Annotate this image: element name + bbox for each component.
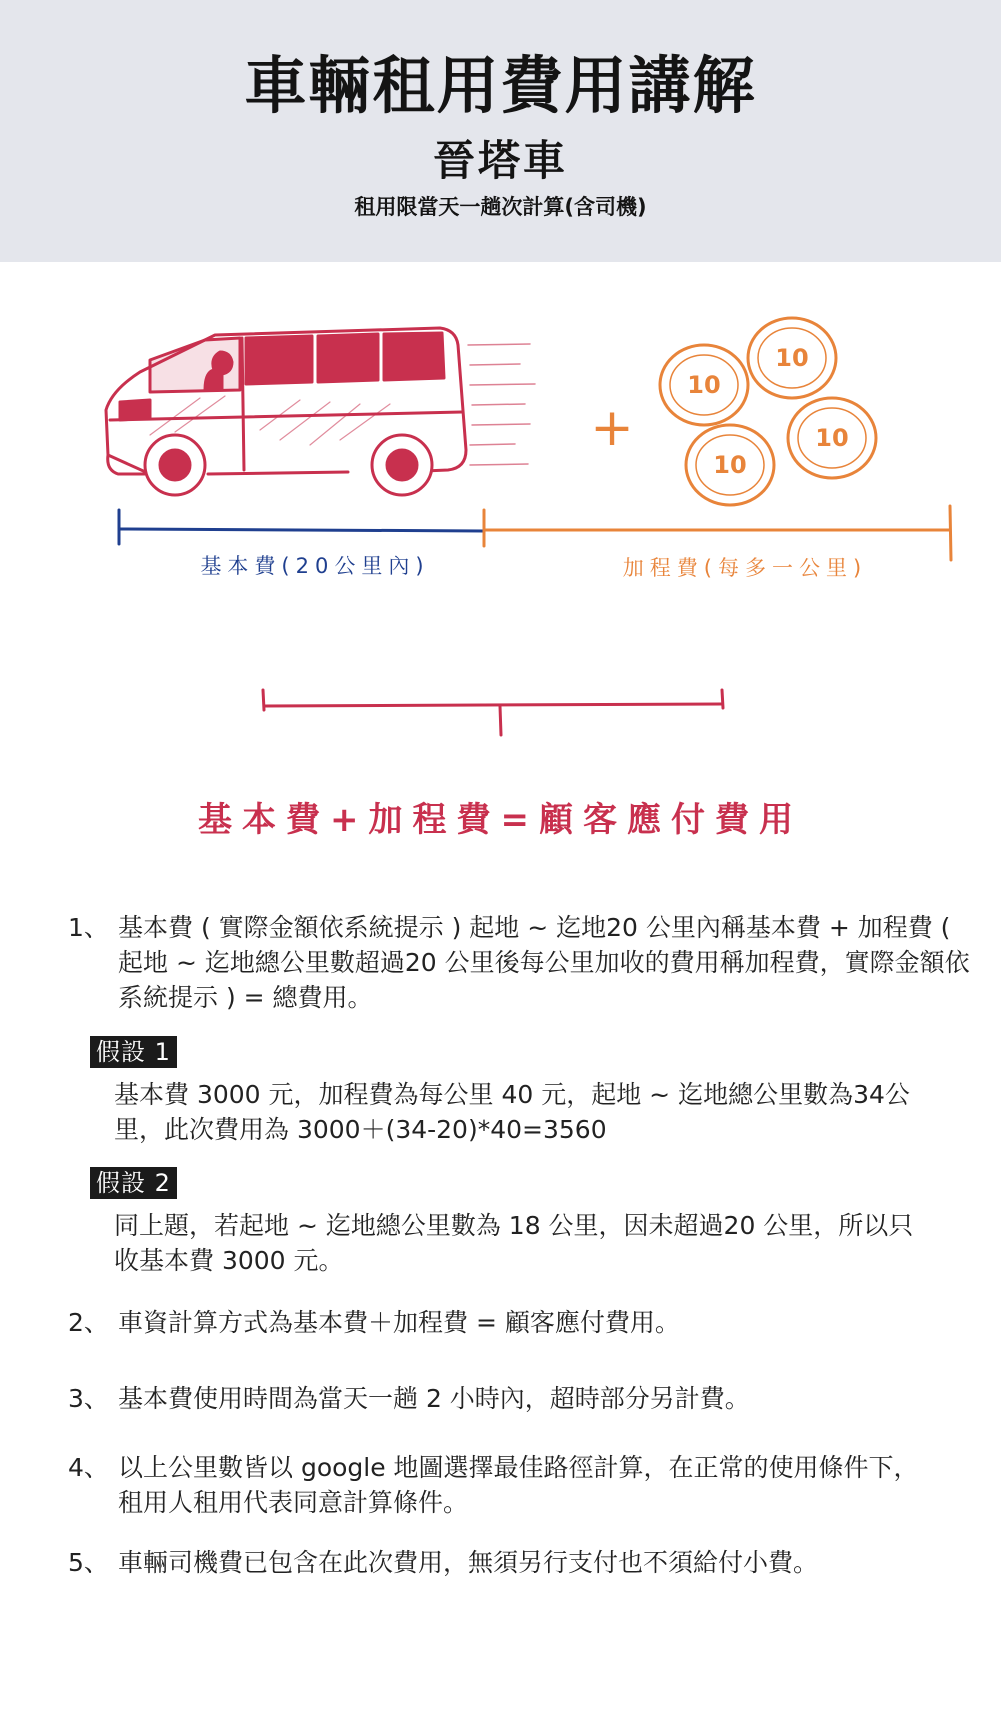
item-text: 以上公里數皆以 google 地圖選擇最佳路徑計算，在正常的使用條件下，租用人租用代表同意計算條件。 [118,1453,919,1517]
assumption-tag: 假設 2 [90,1167,177,1199]
item-text: 車輛司機費已包含在此次費用，無須另行支付也不須給付小費。 [118,1548,819,1577]
item-text: 基本費使用時間為當天一趟 2 小時內，超時部分另計費。 [118,1384,750,1413]
plus-sign: + [590,398,634,458]
item-number: 1、 [68,913,109,942]
header-banner [0,0,1001,262]
assumption-text: 同上題，若起地 ~ 迄地總公里數為 18 公里，因未超過20 公里，所以只收基本費 3000 元。 [114,1211,914,1275]
svg-text:10: 10 [775,344,809,372]
item-number: 5、 [68,1548,109,1577]
svg-text:10: 10 [815,424,849,452]
base-fee-label: 基本費(20公里內) [200,554,430,578]
assumption-tag: 假設 1 [90,1036,177,1068]
page-title: 車輛租用費用講解 [244,49,757,122]
rental-note: 租用限當天一趟次計算(含司機) [354,195,647,219]
item-number: 2、 [68,1308,109,1337]
base-fee-bracket [119,510,484,544]
item-text: 車資計算方式為基本費＋加程費 = 顧客應付費用。 [118,1308,680,1337]
svg-text:10: 10 [687,371,721,399]
fee-illustration [0,262,1001,822]
coins-icon [660,318,876,505]
page-subtitle: 晉塔車 [432,136,568,185]
item-text: 基本費 ( 實際金額依系統提示 ) 起地 ~ 迄地20 公里內稱基本費 + 加程費 ( 起地 ~ 迄地總公里數超過20 公里後每公里加收的費用稱加程費，實際金額依系統提示 ) = 總費用。 [118,913,970,1012]
van-icon [106,328,535,495]
item-number: 3、 [68,1384,109,1413]
extra-fee-label: 加程費(每多一公里) [622,556,868,580]
assumption-text: 基本費 3000 元，加程費為每公里 40 元，起地 ~ 迄地總公里數為34公里，此次費用為 3000＋(34-20)*40=3560 [114,1080,910,1144]
sum-bracket [263,690,723,735]
item-number: 4、 [68,1453,109,1482]
fee-formula: 基本費+加程費=顧客應付費用 [198,800,803,840]
svg-text:10: 10 [713,451,747,479]
